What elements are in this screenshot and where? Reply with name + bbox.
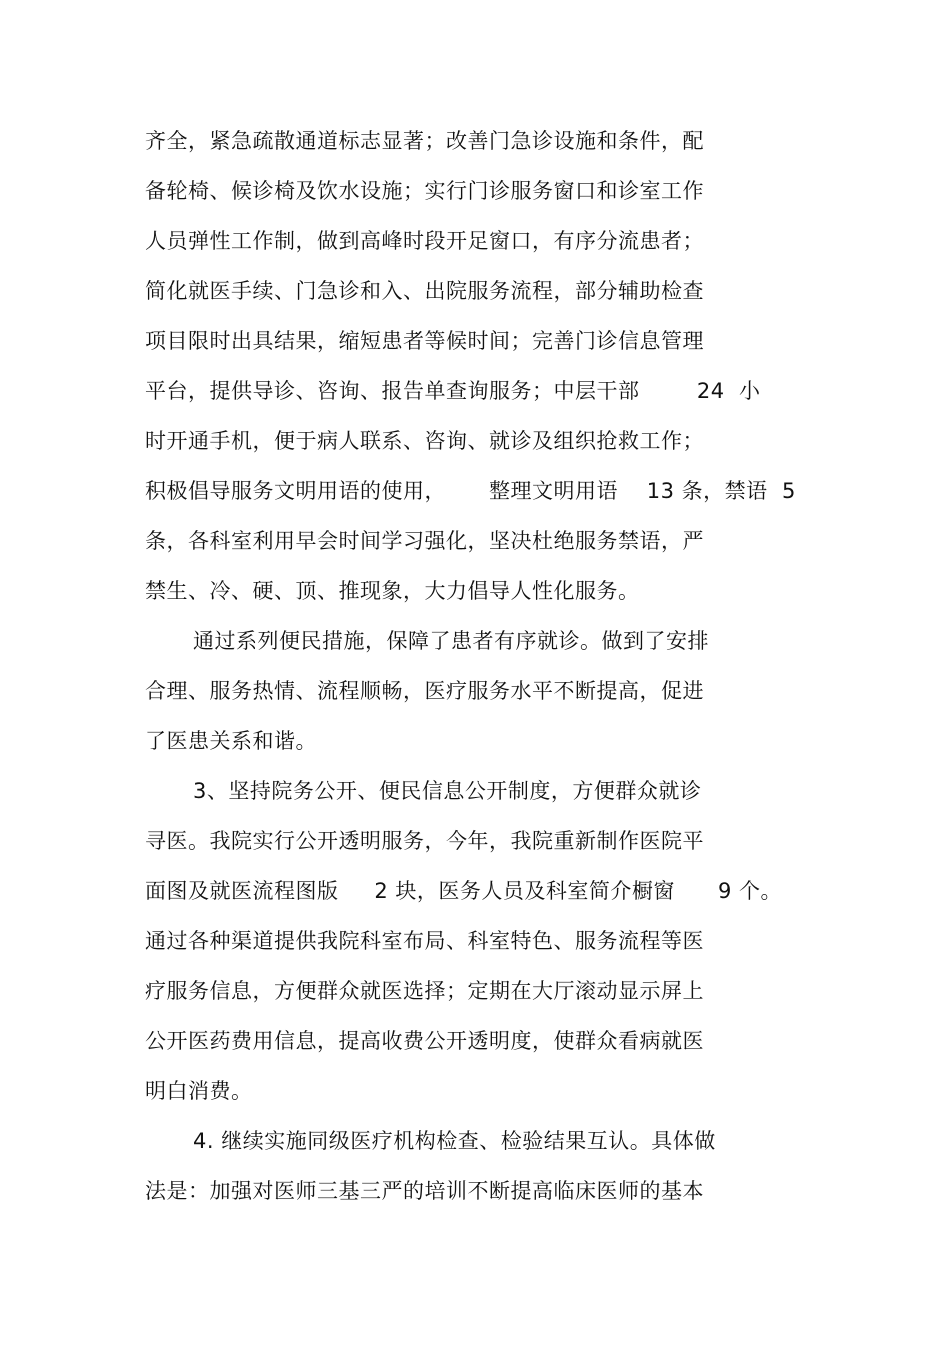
text-line: 积极倡导服务文明用语的使用， 整理文明用语 13 条，禁语 5	[145, 479, 796, 503]
paragraph-first-line: 3、坚持院务公开、便民信息公开制度，方便群众就诊	[193, 779, 702, 803]
text-line: 齐全，紧急疏散通道标志显著；改善门急诊设施和条件，配	[145, 129, 704, 153]
text-line: 公开医药费用信息，提高收费公开透明度，使群众看病就医	[145, 1029, 704, 1053]
text-line: 禁生、冷、硬、顶、推现象，大力倡导人性化服务。	[145, 579, 640, 603]
paragraph-first-line: 通过系列便民措施，保障了患者有序就诊。做到了安排	[193, 629, 709, 653]
text-line: 平台，提供导诊、咨询、报告单查询服务；中层干部 24 小	[145, 379, 761, 403]
paragraph-first-line: 4. 继续实施同级医疗机构检查、检验结果互认。具体做	[193, 1129, 716, 1153]
text-line: 法是：加强对医师三基三严的培训不断提高临床医师的基本	[145, 1179, 704, 1203]
text-line: 疗服务信息，方便群众就医选择；定期在大厅滚动显示屏上	[145, 979, 704, 1003]
text-line: 人员弹性工作制，做到高峰时段开足窗口，有序分流患者；	[145, 229, 704, 253]
text-line: 明白消费。	[145, 1079, 253, 1103]
text-line: 条，各科室利用早会时间学习强化，坚决杜绝服务禁语，严	[145, 529, 704, 553]
text-line: 简化就医手续、门急诊和入、出院服务流程，部分辅助检查	[145, 279, 704, 303]
text-line: 面图及就医流程图版 2 块，医务人员及科室简介橱窗 9 个。	[145, 879, 782, 903]
text-line: 通过各种渠道提供我院科室布局、科室特色、服务流程等医	[145, 929, 704, 953]
text-line: 项目限时出具结果，缩短患者等候时间；完善门诊信息管理	[145, 329, 704, 353]
text-line: 寻医。我院实行公开透明服务，今年，我院重新制作医院平	[145, 829, 704, 853]
text-line: 合理、服务热情、流程顺畅，医疗服务水平不断提高，促进	[145, 679, 704, 703]
text-line: 备轮椅、候诊椅及饮水设施；实行门诊服务窗口和诊室工作	[145, 179, 704, 203]
text-line: 时开通手机，便于病人联系、咨询、就诊及组织抢救工作；	[145, 429, 704, 453]
text-line: 了医患关系和谐。	[145, 729, 317, 753]
